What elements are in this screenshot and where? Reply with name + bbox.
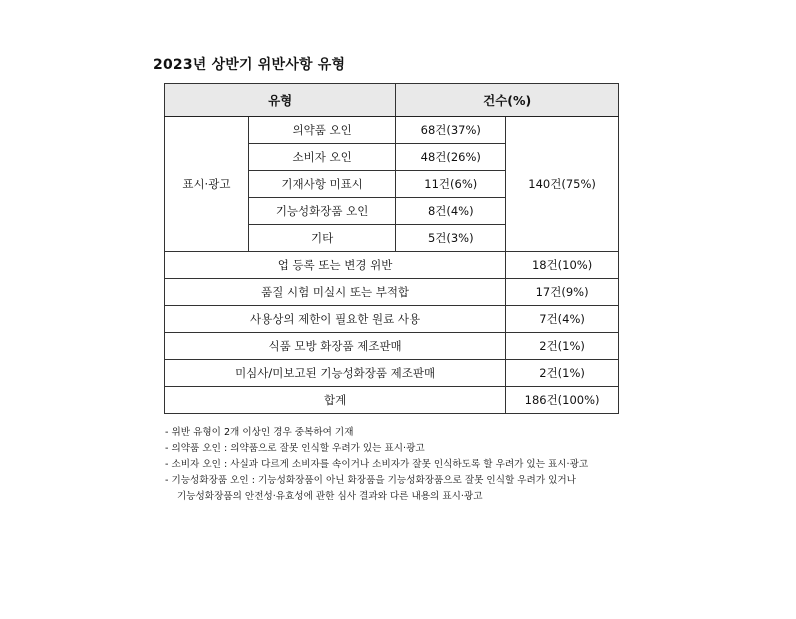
sub-count: 11건(6%) [396,171,506,198]
row-count: 2건(1%) [506,360,619,387]
footnote: - 위반 유형이 2개 이상인 경우 중복하여 기재 [165,427,354,438]
sub-type: 기재사항 미표시 [248,171,396,198]
total-row [165,387,619,414]
footnote: - 의약품 오인 : 의약품으로 잘못 인식할 우려가 있는 표시·광고 [165,443,425,454]
row-type: 미심사/미보고된 기능성화장품 제조판매 [165,360,506,387]
header-count: 건수(%) [396,84,619,117]
table-row [165,360,619,387]
footnote: - 기능성화장품 오인 : 기능성화장품이 아닌 화장품을 기능성화장품으로 잘못 인식할 우려가 있거나 [165,475,576,486]
row-count: 17건(9%) [506,279,619,306]
group-label: 표시·광고 [165,117,249,252]
sub-type: 기능성화장품 오인 [248,198,396,225]
total-count: 186건(100%) [506,387,619,414]
row-type: 업 등록 또는 변경 위반 [165,252,506,279]
footnote: - 소비자 오인 : 사실과 다르게 소비자를 속이거나 소비자가 잘못 인식하도록 할 우려가 있는 표시·광고 [165,459,589,470]
row-type: 식품 모방 화장품 제조판매 [165,333,506,360]
sub-type: 소비자 오인 [248,144,396,171]
row-type: 품질 시험 미실시 또는 부적합 [165,279,506,306]
sub-count: 8건(4%) [396,198,506,225]
sub-type: 의약품 오인 [248,117,396,144]
table-row [165,306,619,333]
table-row [165,279,619,306]
sub-count: 5건(3%) [396,225,506,252]
sub-count: 68건(37%) [396,117,506,144]
total-label: 합계 [165,387,506,414]
row-type: 사용상의 제한이 필요한 원료 사용 [165,306,506,333]
table-row [165,333,619,360]
row-count: 2건(1%) [506,333,619,360]
violation-table [164,83,619,414]
group-total: 140건(75%) [506,117,619,252]
sub-type: 기타 [248,225,396,252]
footnote-continuation: 기능성화장품의 안전성·유효성에 관한 심사 결과와 다른 내용의 표시·광고 [177,491,483,502]
table-header-row [165,84,619,117]
row-count: 7건(4%) [506,306,619,333]
footnotes [165,425,588,505]
sub-count: 48건(26%) [396,144,506,171]
page-title: 2023년 상반기 위반사항 유형 [153,57,346,73]
table-row [165,117,619,144]
header-type: 유형 [165,84,396,117]
row-count: 18건(10%) [506,252,619,279]
table-row [165,252,619,279]
